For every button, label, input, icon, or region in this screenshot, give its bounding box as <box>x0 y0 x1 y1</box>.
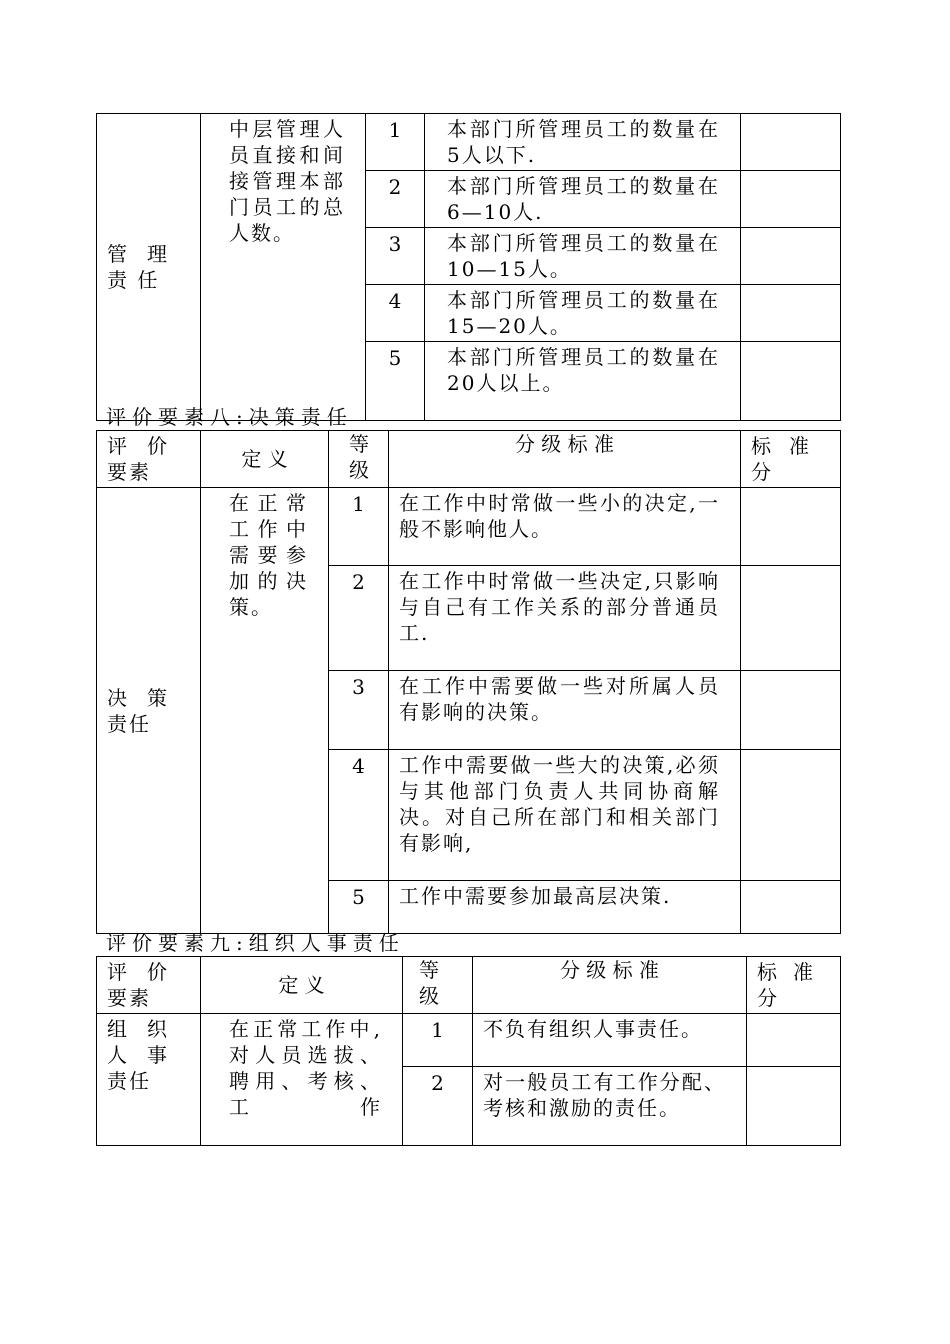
level-number: 4 <box>329 750 389 881</box>
score-cell <box>741 171 841 228</box>
header-score <box>747 957 841 1014</box>
standard-text: 本部门所管理员工的数量在10—15人。 <box>447 231 720 281</box>
level-number: 1 <box>329 488 389 566</box>
element-name: 管 理 责 任 <box>107 242 169 292</box>
header-score <box>741 431 841 488</box>
header-level <box>403 957 473 1014</box>
level-number: 4 <box>366 285 425 342</box>
header-score-label: 标 准分 <box>751 434 811 484</box>
definition-text: 中层管理人员直接和间接管理本部门员工的总人数。 <box>229 117 345 245</box>
standard-text: 对一般员工有工作分配、考核和激励的责任。 <box>483 1070 726 1120</box>
standard-cell <box>389 488 741 566</box>
element-cell <box>97 488 201 934</box>
element-name: 决 策 责任 <box>107 685 169 736</box>
table-personnel-responsibility <box>96 956 841 1146</box>
header-element-label: 评 价 要素 <box>107 434 169 484</box>
level-number: 1 <box>366 114 425 171</box>
standard-cell <box>389 881 741 934</box>
level-number: 2 <box>366 171 425 228</box>
standard-text: 在工作中时常做一些小的决定,一般不影响他人。 <box>399 491 720 541</box>
standard-text: 工作中需要做一些大的决策,必须与其他部门负责人共同协商解决。对自己所在部门和相关部门有影响, <box>399 753 720 855</box>
level-number: 2 <box>329 566 389 671</box>
definition-cell <box>201 1014 403 1146</box>
standard-text: 本部门所管理员工的数量在5人以下. <box>447 117 720 167</box>
score-cell <box>741 342 841 421</box>
element-cell <box>97 114 201 421</box>
table-management-responsibility <box>96 113 841 421</box>
level-number: 1 <box>403 1014 473 1067</box>
definition-text: 在正常工作中需要参加的决策。 <box>229 491 308 619</box>
score-cell <box>741 285 841 342</box>
standard-text: 本部门所管理员工的数量在6—10人. <box>447 174 720 224</box>
score-cell <box>747 1014 841 1067</box>
header-score-label: 标 准分 <box>757 960 815 1010</box>
definition-cell <box>201 114 366 421</box>
score-cell <box>741 671 841 750</box>
standard-cell <box>473 1067 747 1146</box>
level-number: 2 <box>403 1067 473 1146</box>
standard-text: 在工作中时常做一些决定,只影响与自己有工作关系的部分普通员工. <box>399 569 720 645</box>
header-level-label: 等级 <box>349 432 369 482</box>
standard-cell <box>425 228 741 285</box>
standard-cell <box>389 566 741 671</box>
section-caption: 评价要素九:组织人事责任 <box>106 931 405 955</box>
score-cell <box>741 566 841 671</box>
score-cell <box>741 488 841 566</box>
score-cell <box>747 1067 841 1146</box>
standard-cell <box>389 671 741 750</box>
standard-cell <box>425 285 741 342</box>
level-number: 3 <box>366 228 425 285</box>
header-element-label: 评 价 要素 <box>107 960 169 1010</box>
header-standard: 分 级 标 准 <box>389 431 741 488</box>
standard-text: 在工作中需要做一些对所属人员有影响的决策。 <box>399 674 720 724</box>
element-cell <box>97 1014 201 1146</box>
standard-cell <box>473 1014 747 1067</box>
header-definition: 定 义 <box>201 957 403 1014</box>
score-cell <box>741 750 841 881</box>
header-level-label: 等级 <box>419 958 439 1008</box>
level-number: 5 <box>366 342 425 421</box>
standard-text: 本部门所管理员工的数量在20人以上。 <box>447 345 720 395</box>
standard-cell <box>425 342 741 421</box>
level-number: 3 <box>329 671 389 750</box>
section-caption: 评价要素八:决策责任 <box>106 405 353 429</box>
definition-cell <box>201 488 329 934</box>
score-cell <box>741 114 841 171</box>
standard-text: 不负有组织人事责任。 <box>483 1017 703 1041</box>
definition-text: 在正常工作中,对人员选拔、聘用、考核、工作 <box>229 1017 382 1119</box>
header-level <box>329 431 389 488</box>
standard-cell <box>425 171 741 228</box>
score-cell <box>741 881 841 934</box>
header-element <box>97 957 201 1014</box>
score-cell <box>741 228 841 285</box>
header-definition: 定 义 <box>201 431 329 488</box>
table-decision-responsibility <box>96 430 841 934</box>
standard-cell <box>425 114 741 171</box>
element-name: 组 织 人 事 责任 <box>107 1017 169 1093</box>
standard-text: 工作中需要参加最高层决策. <box>399 884 672 908</box>
header-element <box>97 431 201 488</box>
header-standard: 分 级 标 准 <box>473 957 747 1014</box>
standard-text: 本部门所管理员工的数量在15—20人。 <box>447 288 720 338</box>
level-number: 5 <box>329 881 389 934</box>
standard-cell <box>389 750 741 881</box>
